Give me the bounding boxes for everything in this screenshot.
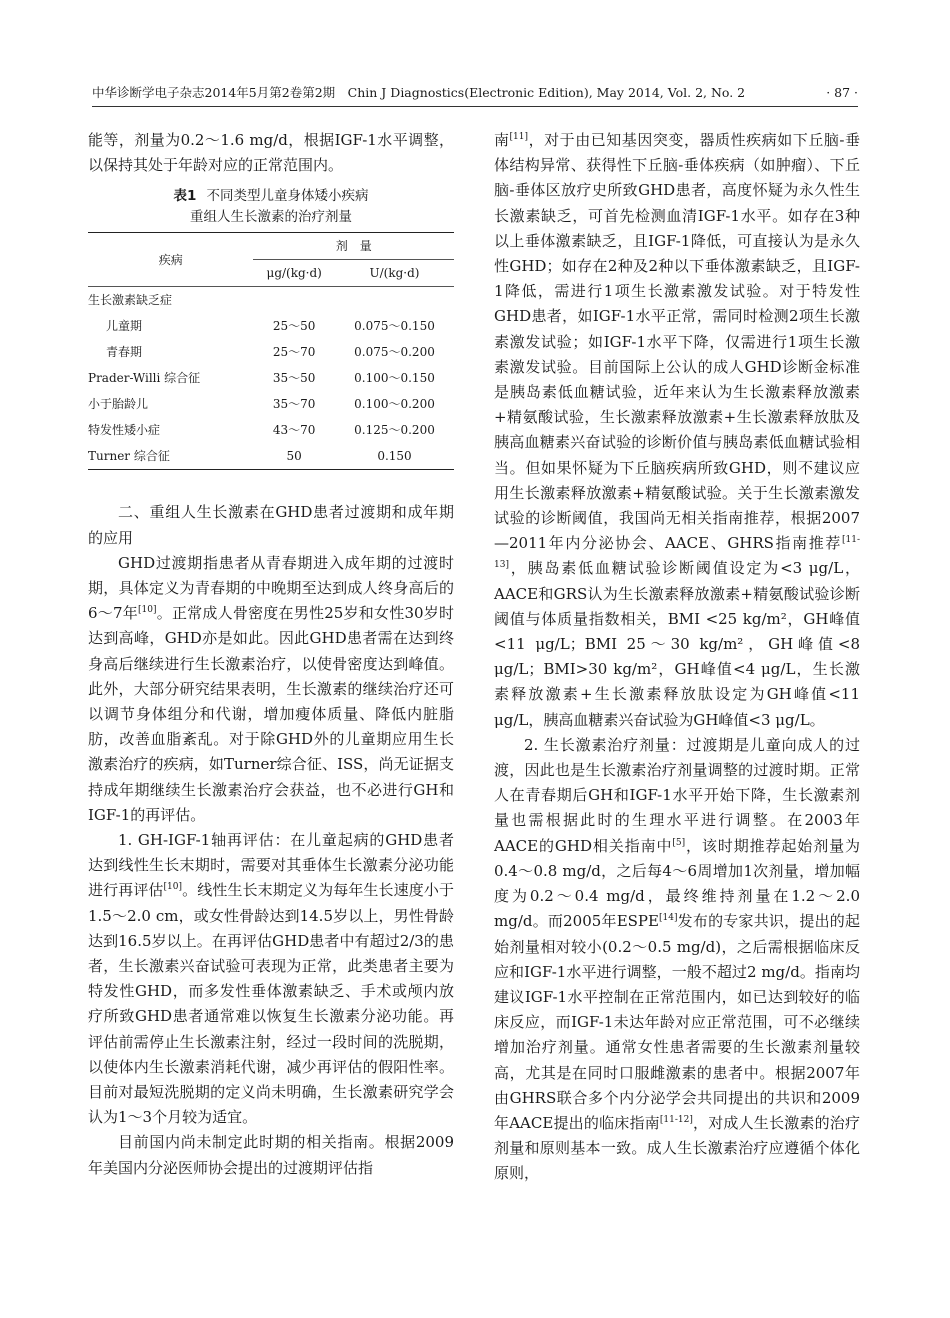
disease-name: 生长激素缺乏症 — [88, 293, 173, 308]
page-number: · 87 · — [826, 85, 858, 100]
disease-name: 儿童期 — [106, 319, 143, 334]
disease-name: 特发性矮小症 — [88, 423, 161, 438]
dose-u: 0.100～0.200 — [354, 397, 435, 412]
paragraph-continuation: 能等，剂量为0.2～1.6 mg/d，根据IGF-1水平调整，以保持其处于年龄对应的正常范围内。 — [88, 131, 454, 175]
left-column — [88, 128, 454, 1181]
dose-ug: 50 — [286, 449, 302, 464]
dose-u: 0.125～0.200 — [354, 423, 435, 438]
table-row — [88, 391, 454, 417]
dose-ug: 35～70 — [272, 397, 316, 412]
citation-ref: [11] — [509, 132, 529, 142]
dose-ug: 25～70 — [272, 345, 316, 360]
citation-ref: [14] — [658, 913, 678, 924]
disease-name: Turner 综合征 — [88, 449, 170, 464]
journal-citation: 中华诊断学电子杂志2014年5月第2卷第2期 Chin J Diagnostics(Electronic Edition), May 2014, Vol. 2, No. 2 — [92, 85, 746, 100]
dose-table — [88, 232, 454, 470]
running-header — [92, 84, 858, 107]
table-label: 表1 — [173, 188, 197, 205]
header-dose: 剂 量 — [253, 233, 454, 260]
right-column — [494, 128, 860, 1187]
dose-ug — [253, 287, 335, 314]
header-disease: 疾病 — [88, 233, 253, 287]
dose-u: 0.075～0.150 — [354, 319, 435, 334]
citation-ref: [5] — [672, 837, 686, 848]
citation-ref: [10] — [163, 882, 183, 893]
table-row — [88, 313, 454, 339]
paragraph: 2. 生长激素治疗剂量：过渡期是儿童向成人的过渡，因此也是生长激素治疗剂量调整的过渡时期。正常人在青春期后GH和IGF-1水平开始下降，生长激素剂量也需根据此时的生理水平进行调整。在2003年AACE的GHD相关指南中[5]，该时期推荐起始剂量为0.4～0.8 mg/d，之后每4～6周增加1次剂量，增加幅度为0.2～0.4 mg/d，最终维持剂量在1.2～2.0 mg/d。而2005年ESPE[14]发布的专家共识，提出的起始剂量相对较小(0.2～0.5 mg/d)，之后需根据临床反应和IGF-1水平进行调整，一般不超过2 mg/d。指南均建议IGF-1水平控制在正常范围内，如已达到较好的临床反应，而IGF-1未达年龄对应正常范围，可不必继续增加治疗剂量。通常女性患者需要的生长激素剂量较高，尤其是在同时口服雌激素的患者中。根据2007年由GHRS联合多个内分泌学会共同提出的共识和2009年AACE提出的临床指南[11-12]，对成人生长激素的治疗剂量和原则基本一致。成人生长激素治疗应遵循个体化原则， — [494, 735, 860, 1183]
citation-ref: [11-12] — [659, 1114, 693, 1125]
table-title-line1: 不同类型儿童身体矮小疾病 — [206, 188, 369, 205]
dose-ug: 35～50 — [272, 371, 316, 386]
section-heading: 二、重组人生长激素在GHD患者过渡期和成年期的应用 — [88, 503, 454, 547]
dose-ug: 25～50 — [272, 319, 316, 334]
paragraph: 1. GH-IGF-1轴再评估：在儿童起病的GHD患者达到线性生长末期时，需要对其垂体生长激素分泌功能进行再评估[10]。线性生长末期定义为每年生长速度小于1.5～2.0 cm，或女性骨龄达到14.5岁以上，男性骨龄达到16.5岁以上。在再评估GHD患者中有超过2/3的患者，生长激素兴奋试验可表现为正常，此类患者主要为特发性GHD，而多发性垂体激素缺乏、手术或颅内放疗所致GHD患者通常难以恢复生长激素分泌功能。再评估前需停止生长激素注射，经过一段时间的洗脱期，以使体内生长激素消耗代谢，减少再评估的假阳性率。目前对最短洗脱期的定义尚未明确，生长激素研究学会认为1～3个月较为适宜。 — [88, 831, 454, 1127]
paragraph: 目前国内尚未制定此时期的相关指南。根据2009年美国内分泌医师协会提出的过渡期评估指 — [88, 1133, 454, 1177]
citation-ref: [10] — [138, 605, 157, 616]
table-row — [88, 443, 454, 470]
header-unit-ug: μg/(kg·d) — [253, 260, 335, 287]
citation-ref: [11-13] — [494, 535, 860, 571]
dose-u: 0.075～0.200 — [354, 345, 435, 360]
table-row — [88, 417, 454, 443]
dose-u: 0.100～0.150 — [354, 371, 435, 386]
table-title-line2: 重组人生长激素的治疗剂量 — [190, 209, 352, 226]
paragraph: 南[11]，对于由已知基因突变，器质性疾病如下丘脑-垂体结构异常、获得性下丘脑-垂体疾病（如肿瘤）、下丘脑-垂体区放疗史所致GHD患者，高度怀疑为永久性生长激素缺乏，可首先检测血清IGF-1水平。如存在3种以上垂体激素缺乏，且IGF-1降低，可直接认为是永久性GHD；如存在2种及2种以下垂体激素缺乏，且IGF-1降低，需进行1项生长激素激发试验。对于特发性GHD患者，如IGF-1水平正常，需同时检测2项生长激素激发试验；如IGF-1水平下降，仅需进行1项生长激素激发试验。目前国际上公认的成人GHD诊断金标准是胰岛素低血糖试验，近年来认为生长激素释放激素+精氨酸试验，生长激素释放激素+生长激素释放肽及胰高血糖素兴奋试验的诊断价值与胰岛素低血糖试验相当。但如果怀疑为下丘脑疾病所致GHD，则不建议应用生长激素释放激素+精氨酸试验。关于生长激素激发试验的诊断阈值，我国尚无相关指南推荐，根据2007—2011年内分泌协会、AACE、GHRS指南推荐[11-13]，胰岛素低血糖试验诊断阈值设定为<3 μg/L，AACE和GRS认为生长激素释放激素+精氨酸试验诊断阈值与体质量指数相关，BMI <25 kg/m²，GH峰值<11 μg/L；BMI 25～30 kg/m²，GH峰值<8 μg/L；BMI>30 kg/m²，GH峰值<4 μg/L，生长激素释放激素+生长激素释放肽设定为GH峰值<11 μg/L，胰高血糖素兴奋试验为GH峰值<3 μg/L。 — [494, 131, 860, 729]
dose-u: 0.150 — [377, 449, 412, 464]
table-caption — [88, 186, 454, 228]
disease-name: Prader-Willi 综合征 — [88, 371, 201, 386]
dose-u — [335, 287, 454, 314]
dose-ug: 43～70 — [272, 423, 316, 438]
header-unit-u: U/(kg·d) — [335, 260, 454, 287]
table-row — [88, 365, 454, 391]
disease-name: 青春期 — [106, 345, 143, 360]
disease-name: 小于胎龄儿 — [88, 397, 149, 412]
table-row — [88, 339, 454, 365]
paragraph: GHD过渡期指患者从青春期进入成年期的过渡时期，具体定义为青春期的中晚期至达到成人终身高后的6～7年[10]。正常成人骨密度在男性25岁和女性30岁时达到高峰，GHD亦是如此。因此GHD患者需在达到终身高后继续进行生长激素治疗，以使骨密度达到峰值。此外，大部分研究结果表明，生长激素的继续治疗还可以调节身体组分和代谢，增加瘦体质量、降低内脏脂肪，改善血脂紊乱。对于除GHD外的儿童期应用生长激素治疗的疾病，如Turner综合征、ISS，尚无证据支持成年期继续生长激素治疗会获益，也不必进行GH和IGF-1的再评估。 — [88, 553, 454, 824]
table-row — [88, 287, 454, 314]
